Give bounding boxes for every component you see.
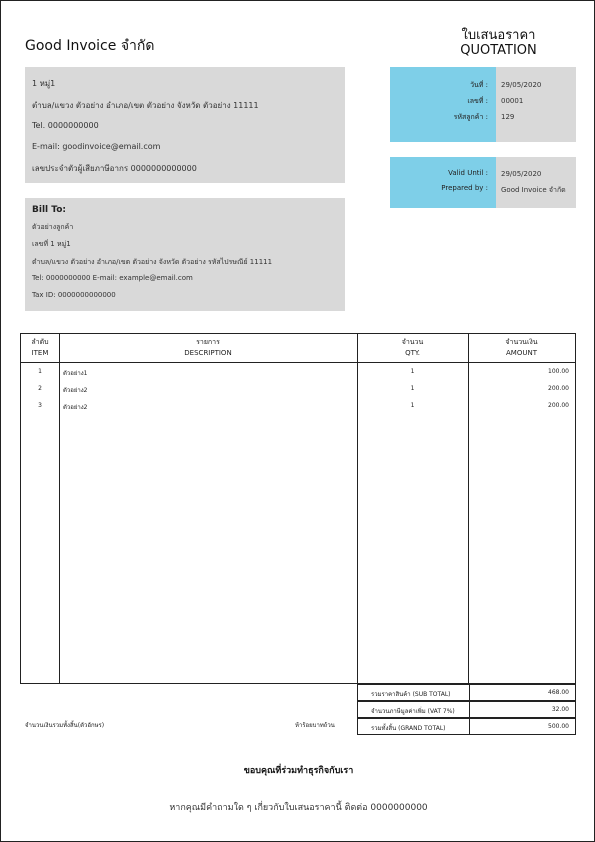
row-item-number: 3 — [38, 402, 42, 409]
table-row — [21, 385, 575, 402]
valid-until-value: 29/05/2020 — [501, 170, 542, 178]
header-amount — [468, 337, 575, 359]
bill-to-line: ตัวอย่างลูกค้า — [32, 223, 74, 231]
bill-to-box — [25, 198, 345, 311]
totals-divider — [469, 718, 470, 735]
document-info-values — [496, 67, 576, 142]
prepared-by-label: Prepared by : — [441, 184, 488, 192]
date-value: 29/05/2020 — [501, 81, 542, 89]
subtotal-value: 468.00 — [548, 689, 569, 696]
document-title — [421, 28, 576, 58]
row-description: ตัวอย่าง2 — [63, 387, 88, 394]
header-item-english: ITEM — [31, 349, 49, 357]
seller-tax-id: เลขประจำตัวผู้เสียภาษีอากร 0000000000000 — [32, 164, 197, 173]
vat-value: 32.00 — [551, 706, 569, 713]
amount-in-words-value: ห้าร้อยบาทถ้วน — [295, 722, 335, 729]
document-info-labels — [390, 67, 496, 142]
vat-row — [357, 701, 576, 718]
subtotal-row — [357, 684, 576, 701]
grand-total-label: รวมทั้งสิ้น (GRAND TOTAL) — [371, 725, 446, 732]
header-amount-thai: จำนวนเงิน — [505, 338, 538, 346]
seller-address-box — [25, 67, 345, 183]
bill-to-line: Tel: 0000000000 E-mail: example@email.com — [32, 274, 193, 282]
customer-code-label: รหัสลูกค้า : — [453, 113, 488, 121]
row-quantity: 1 — [410, 402, 415, 409]
header-description-thai: รายการ — [196, 338, 220, 346]
number-label: เลขที่ : — [467, 97, 488, 105]
header-quantity — [357, 337, 468, 359]
seller-phone: Tel. 0000000000 — [32, 121, 99, 130]
grand-total-value: 500.00 — [548, 723, 569, 730]
vat-label: จำนวนภาษีมูลค่าเพิ่ม (VAT 7%) — [371, 708, 455, 715]
seller-address-line: ตำบล/แขวง ตัวอย่าง อำเภอ/เขต ตัวอย่าง จังหวัด ตัวอย่าง 11111 — [32, 101, 259, 110]
validity-info-box — [390, 157, 576, 208]
row-item-number: 2 — [38, 385, 42, 392]
header-description — [59, 337, 357, 359]
header-description-english: DESCRIPTION — [184, 349, 232, 357]
validity-info-labels — [390, 157, 496, 208]
table-row — [21, 402, 575, 419]
document-title-english: QUOTATION — [460, 43, 537, 58]
row-quantity: 1 — [410, 385, 415, 392]
number-value: 00001 — [501, 97, 524, 105]
prepared-by-value: Good Invoice จำกัด — [501, 186, 566, 194]
table-row — [21, 368, 575, 385]
row-item-number: 1 — [38, 368, 42, 375]
seller-email: E-mail: goodinvoice@email.com — [32, 142, 161, 151]
bill-to-heading: Bill To: — [32, 205, 66, 215]
seller-address-line: 1 หมู่1 — [32, 79, 56, 88]
bill-to-line: ตำบล/แขวง ตัวอย่าง อำเภอ/เขต ตัวอย่าง จังหวัด ตัวอย่าง รหัสไปรษณีย์ 11111 — [32, 258, 273, 266]
header-quantity-thai: จำนวน — [401, 338, 424, 346]
row-amount: 200.00 — [548, 402, 569, 409]
amount-in-words-label: จำนวนเงินรวมทั้งสิ้น(ตัวอักษร) — [25, 722, 105, 729]
header-quantity-english: QTY. — [405, 349, 420, 357]
document-title-thai: ใบเสนอราคา — [461, 28, 536, 43]
customer-code-value: 129 — [501, 113, 515, 121]
bill-to-line: เลขที่ 1 หมู่1 — [32, 240, 71, 248]
row-description: ตัวอย่าง1 — [63, 370, 88, 377]
grand-total-row — [357, 718, 576, 735]
date-label: วันที่ : — [470, 81, 488, 89]
row-amount: 200.00 — [548, 385, 569, 392]
valid-until-label: Valid Until : — [448, 169, 488, 177]
thank-you-message: ขอบคุณที่ร่วมทำธุรกิจกับเรา — [243, 766, 354, 776]
totals-divider — [469, 684, 470, 701]
document-info-box — [390, 67, 576, 142]
validity-info-values — [496, 157, 576, 208]
header-item-thai: ลำดับ — [31, 338, 49, 346]
subtotal-label: รวมราคาสินค้า (SUB TOTAL) — [371, 691, 451, 698]
row-amount: 100.00 — [548, 368, 569, 375]
contact-note: หากคุณมีคำถามใด ๆ เกี่ยวกับใบเสนอราคานี้ ติดต่อ 0000000000 — [169, 803, 428, 813]
company-name: Good Invoice จำกัด — [25, 38, 155, 54]
row-quantity: 1 — [410, 368, 415, 375]
totals-divider — [469, 701, 470, 718]
header-amount-english: AMOUNT — [506, 349, 537, 357]
header-item — [21, 337, 59, 359]
table-header-divider — [21, 362, 575, 363]
row-description: ตัวอย่าง2 — [63, 404, 88, 411]
line-items-table — [20, 333, 576, 684]
bill-to-line: Tax ID: 0000000000000 — [32, 291, 116, 299]
